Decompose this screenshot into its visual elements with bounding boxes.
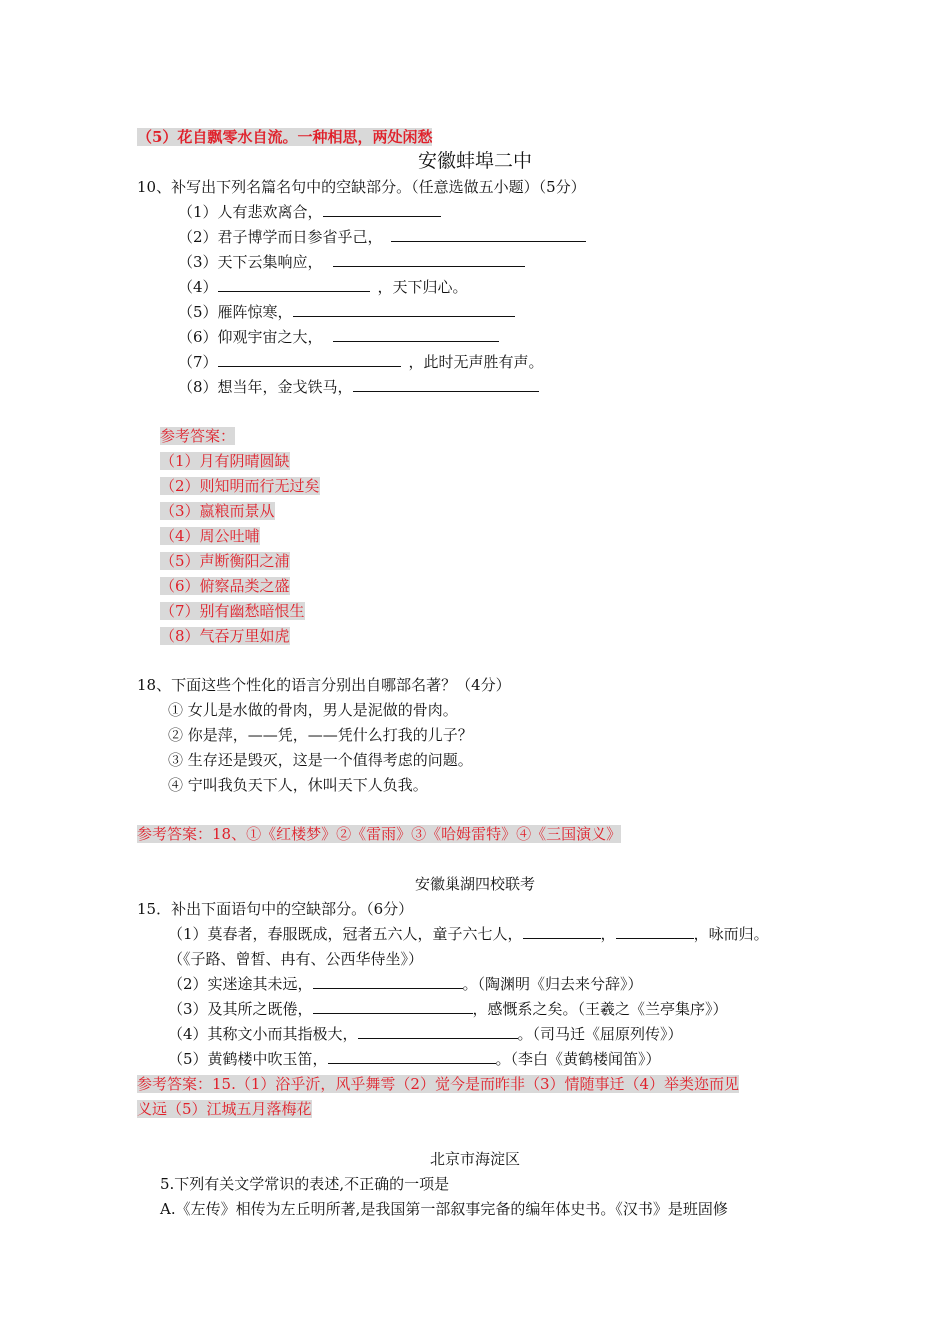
answer-8: （8）气吞万里如虎 bbox=[160, 627, 290, 645]
quote-4: ④ 宁叫我负天下人，休叫天下人负我。 bbox=[168, 776, 428, 794]
fill-item-3: （3）天下云集响应， bbox=[178, 251, 525, 273]
section1-title: 安徽蚌埠二中 bbox=[417, 150, 532, 172]
top-answer: （5）花自飘零水自流。一种相思，两处闲愁 bbox=[137, 128, 433, 146]
answer-3: （3）嬴粮而景从 bbox=[160, 502, 275, 520]
section1-question: 10、补写出下列名篇名句中的空缺部分。（任意选做五小题）（5分） bbox=[137, 178, 586, 196]
blank-item-4: （4）其称文小而其指极大， 。（司马迁《屈原列传》） bbox=[168, 1025, 683, 1043]
blank-item-1: （1）莫春者，春服既成，冠者五六人，童子六七人， ， ，咏而归。 bbox=[168, 925, 769, 943]
section2-question: 18、下面这些个性化的语言分别出自哪部名著？（4分） bbox=[137, 676, 511, 694]
answer-title: 参考答案： bbox=[160, 427, 236, 445]
answer-1: （1）月有阴晴圆缺 bbox=[160, 452, 290, 470]
section3-answer-line2: 义远（5）江城五月落梅花 bbox=[137, 1100, 312, 1118]
section3-question: 15．补出下面语句中的空缺部分。（6分） bbox=[137, 900, 414, 918]
blank-item-2: （2）实迷途其未远， 。（陶渊明《归去来兮辞》） bbox=[168, 975, 643, 993]
fill-item-1: （1）人有悲欢离合， bbox=[178, 201, 441, 223]
section3-answer-line1: 参考答案：15.（1）浴乎沂，风乎舞雩（2）觉今是而昨非（3）情随事迁（4）举类迩而见 bbox=[137, 1075, 740, 1093]
answer-7: （7）别有幽愁暗恨生 bbox=[160, 602, 305, 620]
quote-3: ③ 生存还是毁灭，这是一个值得考虑的问题。 bbox=[168, 751, 473, 769]
quote-2: ② 你是萍，——凭，——凭什么打我的儿子？ bbox=[168, 726, 473, 744]
fill-item-6: （6）仰观宇宙之大， bbox=[178, 326, 499, 348]
blank-item-3: （3）及其所之既倦， ，感慨系之矣。（王羲之《兰亭集序》） bbox=[168, 1000, 728, 1018]
section3-title: 安徽巢湖四校联考 bbox=[414, 875, 535, 893]
fill-item-7: （7） ，此时无声胜有声。 bbox=[178, 353, 544, 371]
answer-4: （4）周公吐哺 bbox=[160, 527, 260, 545]
fill-item-5: （5）雁阵惊寒， bbox=[178, 301, 515, 323]
section2-answer: 参考答案：18、①《红楼梦》②《雷雨》③《哈姆雷特》④《三国演义》 bbox=[137, 825, 622, 843]
section4-title: 北京市海淀区 bbox=[429, 1150, 520, 1168]
fill-item-2: （2）君子博学而日参省乎己， bbox=[178, 226, 586, 248]
option-a: A.《左传》相传为左丘明所著,是我国第一部叙事完备的编年体史书。《汉书》是班固修 bbox=[160, 1200, 728, 1218]
answer-2: （2）则知明而行无过矣 bbox=[160, 477, 320, 495]
fill-item-8: （8）想当年，金戈铁马， bbox=[178, 376, 539, 398]
quote-1: ① 女儿是水做的骨肉，男人是泥做的骨肉。 bbox=[168, 701, 458, 719]
blank-item-1-source: （《子路、曾皙、冉有、公西华侍坐》） bbox=[168, 950, 424, 968]
blank-item-5: （5）黄鹤楼中吹玉笛， 。（李白《黄鹤楼闻笛》） bbox=[168, 1050, 661, 1068]
answer-5: （5）声断衡阳之浦 bbox=[160, 552, 290, 570]
answer-6: （6）俯察品类之盛 bbox=[160, 577, 290, 595]
fill-item-4: （4） ，天下归心。 bbox=[178, 278, 468, 296]
section4-question: 5.下列有关文学常识的表述,不正确的一项是 bbox=[160, 1175, 450, 1193]
